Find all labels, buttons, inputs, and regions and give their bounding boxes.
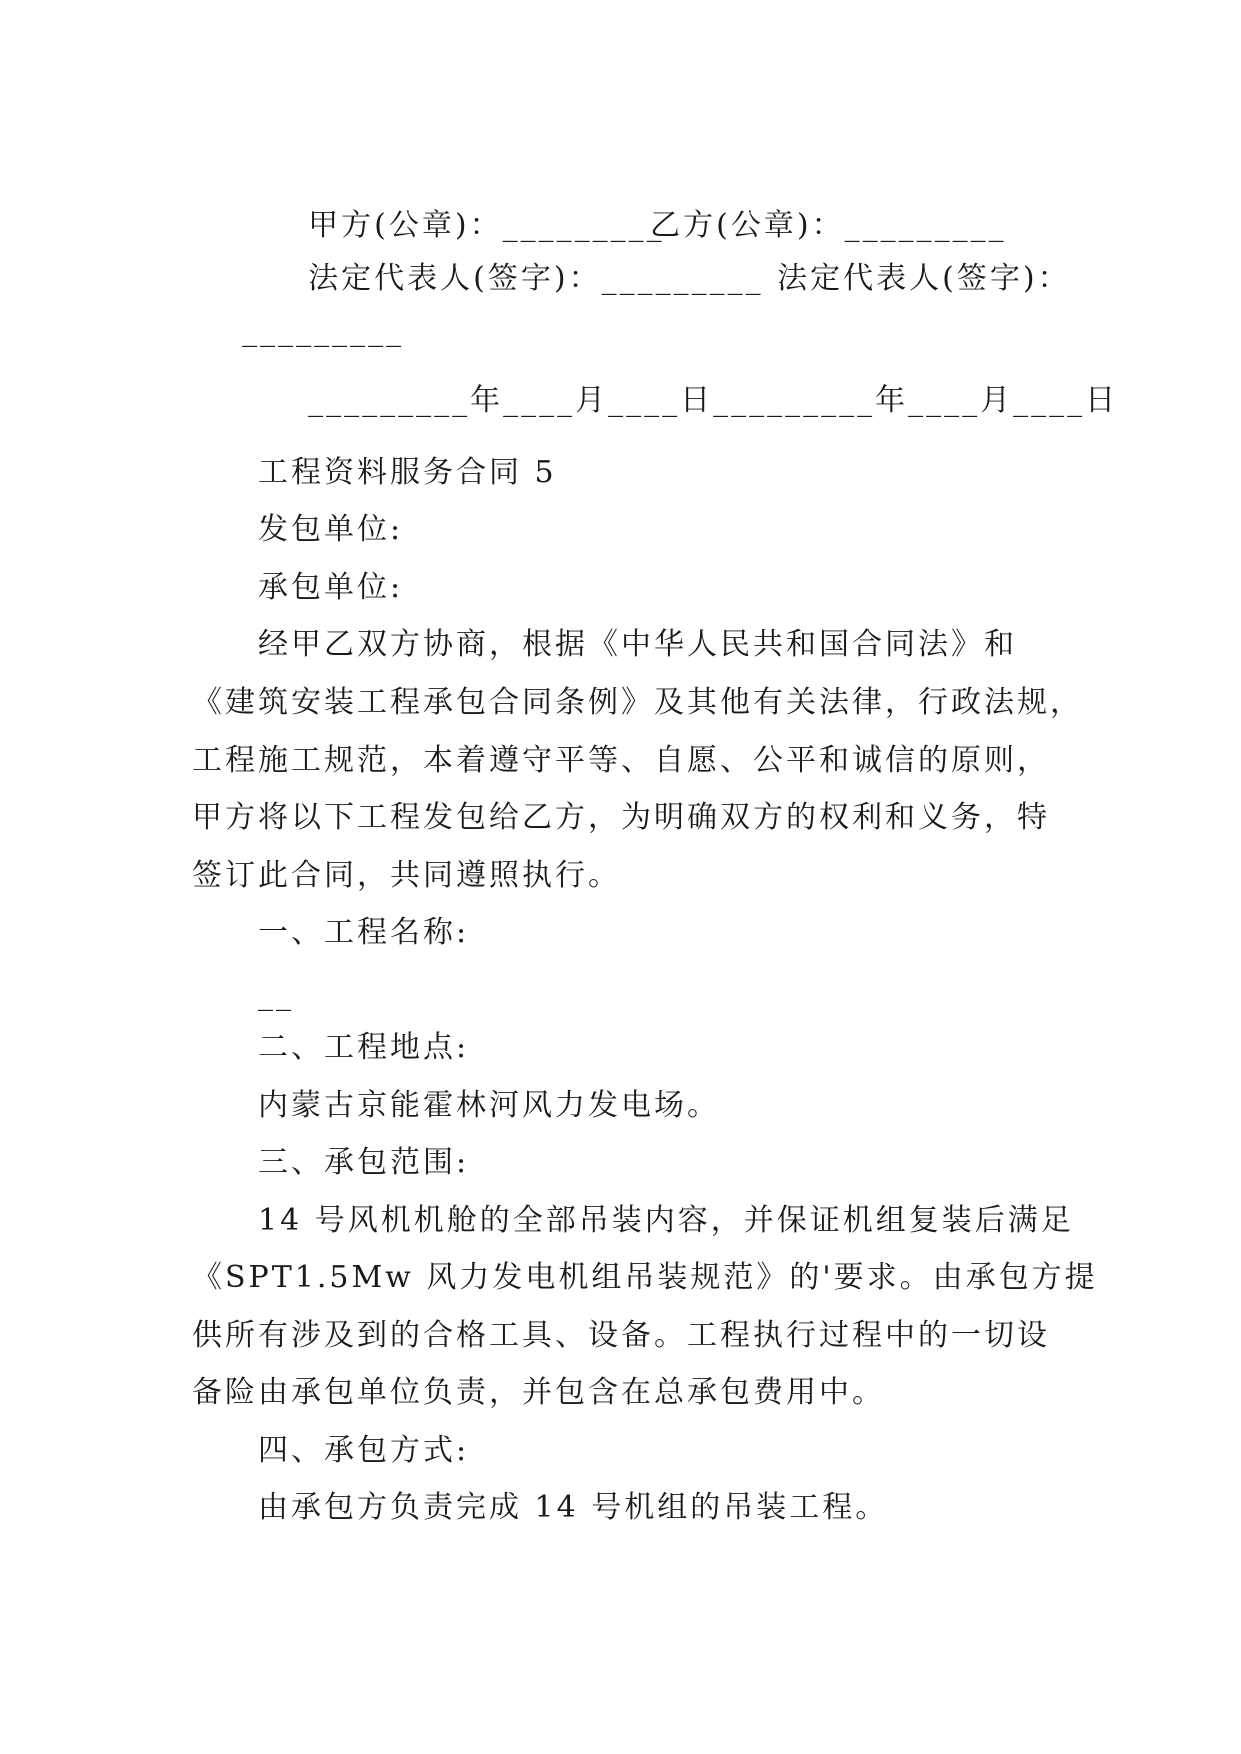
section3-line-1: 14 号风机机舱的全部吊装内容，并保证机组复装后满足 [258,1203,1074,1238]
client-label: 发包单位: [258,512,404,547]
party-a-seal: 甲方(公章)：_________ [308,208,665,243]
date-line [258,341,1118,461]
rep-b: 法定代表人(签字)： [777,261,1071,296]
section2-heading: 二、工程地点: [258,1030,470,1065]
intro-line-4: 甲方将以下工程发包给乙方，为明确双方的权利和义务，特 [192,800,1050,835]
section3-line-4: 备险由承包单位负责，并包含在总承包费用中。 [192,1375,885,1410]
section4-value: 由承包方负责完成 14 号机组的吊装工程。 [258,1490,889,1525]
intro-line-1: 经甲乙双方协商，根据《中华人民共和国合同法》和 [258,627,1017,662]
section3-line-2: 《SPT1.5Mw 风力发电机组吊装规范》的'要求。由承包方提 [192,1260,1098,1295]
rep-b-line [727,219,1071,339]
section4-heading: 四、承包方式: [258,1433,470,1468]
section3-line-3: 供所有涉及到的合格工具、设备。工程执行过程中的一切设 [192,1318,1050,1353]
signature-dates: _________年____月____日_________年____月____日 [308,383,1119,418]
intro-line-5: 签订此合同，共同遵照执行。 [192,858,621,893]
intro-line-2: 《建筑安装工程承包合同条例》及其他有关法律，行政法规， [192,685,1083,720]
section1-value: __ [258,977,294,1012]
contract-title: 工程资料服务合同 5 [258,455,557,490]
section1-heading: 一、工程名称: [258,915,470,950]
rep-b-blank: _________ [242,313,405,348]
section2-value: 内蒙古京能霍林河风力发电场。 [258,1088,720,1123]
section3-heading: 三、承包范围: [258,1145,470,1180]
contractor-label: 承包单位: [258,570,404,605]
party-b-seal: 乙方(公章)：_________ [650,208,1007,243]
rep-a: 法定代表人(签字)：_________ [308,261,764,296]
intro-line-3: 工程施工规范，本着遵守平等、自愿、公平和诚信的原则， [192,743,1050,778]
